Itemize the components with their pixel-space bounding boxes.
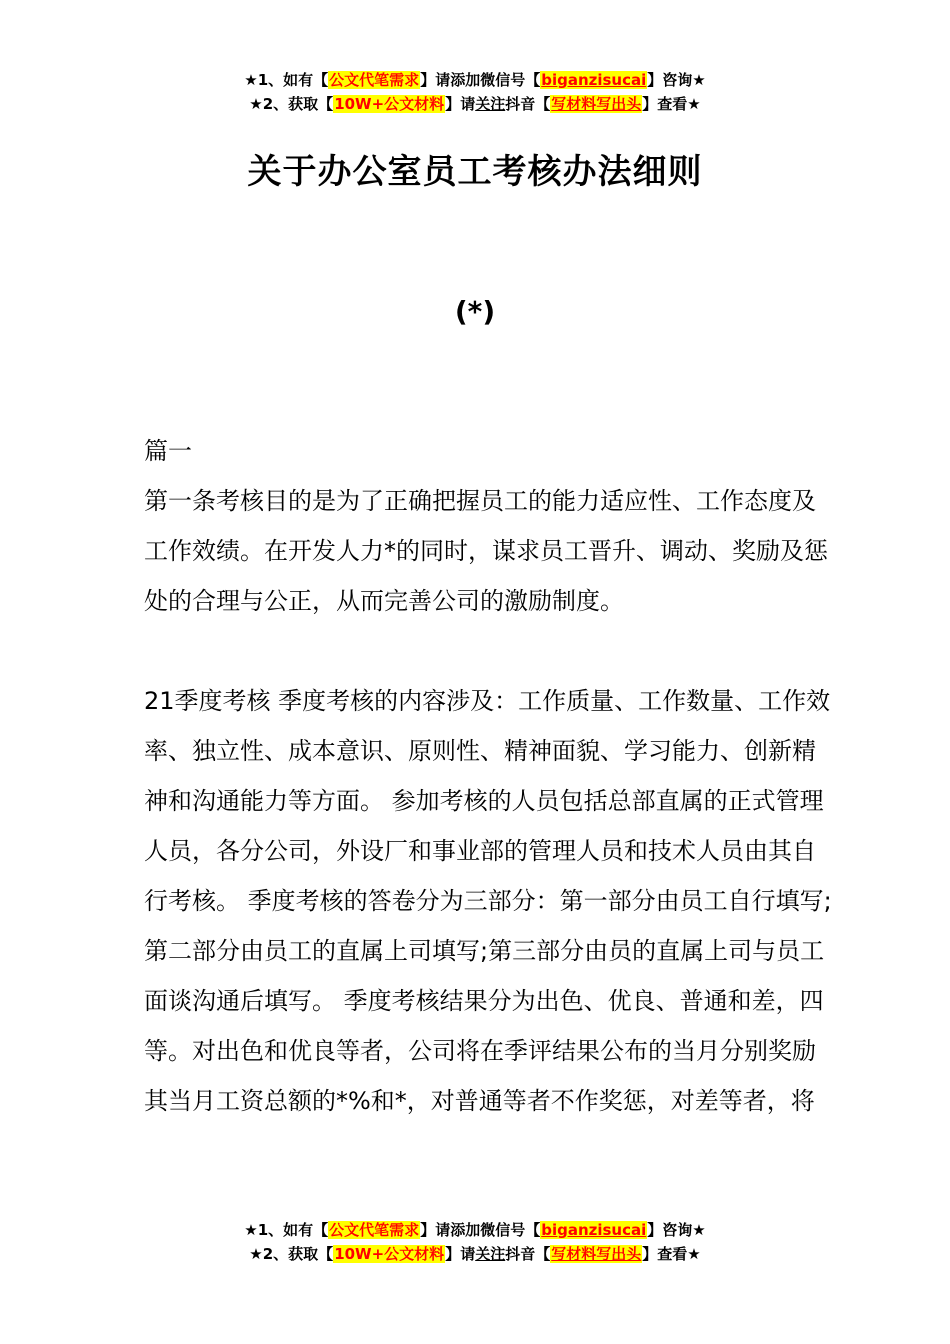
banner-text: 】查看★ [642, 95, 701, 113]
banner-text: 】请添加微信号【 [420, 1221, 541, 1239]
document-title: 关于办公室员工考核办法细则 [247, 152, 703, 192]
banner-line-1 [0, 68, 950, 92]
banner-underlined-text: 关注 [475, 95, 506, 113]
section-label: 篇一 [144, 437, 192, 465]
banner-text: 】咨询★ [647, 1221, 706, 1239]
banner-line-2 [0, 1242, 950, 1266]
banner-highlight-service: 公文代笔需求 [329, 1221, 420, 1239]
banner-text: ★2、获取【 [249, 1245, 334, 1263]
banner-highlight-wechat-id: biganzisucai [541, 1221, 647, 1239]
banner-text: 】查看★ [642, 1245, 701, 1263]
banner-text: ★1、如有【 [244, 71, 329, 89]
banner-text: ★2、获取【 [249, 95, 334, 113]
banner-highlight-materials: 10W+公文材料 [334, 1245, 445, 1263]
banner-line-1 [0, 1218, 950, 1242]
banner-line-2 [0, 92, 950, 116]
banner-text: 】咨询★ [647, 71, 706, 89]
banner-text: ★1、如有【 [244, 1221, 329, 1239]
banner-highlight-materials: 10W+公文材料 [334, 95, 445, 113]
banner-text: 】请添加微信号【 [420, 71, 541, 89]
banner-highlight-wechat-id: biganzisucai [541, 71, 647, 89]
paragraph-text: 21季度考核 季度考核的内容涉及：工作质量、工作数量、工作效率、独立性、成本意识、原则性、精神面貌、学习能力、创新精神和沟通能力等方面。 参加考核的人员包括总部直属的正式管理人员，各分公司，外设厂和事业部的管理人员和技术人员由其自行考核。 季度考核的答卷分为三部分：第一部分由员工自行填写;第二部分由员工的直属上司填写;第三部分由员的直属上司与员工面谈沟通后填写。 季度考核结果分为出色、优良、普通和差，四等。对出色和优良等者，公司将在季评结果公布的当月分别奖励其当月工资总额的*%和*，对普通等者不作奖惩，对差等者，将 [144, 687, 832, 1115]
banner-text: 】请 [445, 1245, 476, 1263]
banner-highlight-douyin: 写材料写出头 [551, 1245, 642, 1263]
banner-text: 抖音【 [505, 1245, 551, 1263]
banner-text: 】请 [445, 95, 476, 113]
header-banner [0, 68, 950, 116]
footer-banner [0, 1218, 950, 1266]
document-subtitle: (*) [454, 295, 496, 328]
paragraph-purpose [144, 476, 834, 626]
banner-underlined-text: 关注 [475, 1245, 506, 1263]
paragraph-quarterly-review [144, 676, 834, 1126]
banner-highlight-service: 公文代笔需求 [329, 71, 420, 89]
paragraph-text: 第一条考核目的是为了正确把握员工的能力适应性、工作态度及工作效绩。在开发人力*的同时，谋求员工晋升、调动、奖励及惩处的合理与公正，从而完善公司的激励制度。 [144, 487, 828, 615]
banner-text: 抖音【 [505, 95, 551, 113]
banner-highlight-douyin: 写材料写出头 [551, 95, 642, 113]
